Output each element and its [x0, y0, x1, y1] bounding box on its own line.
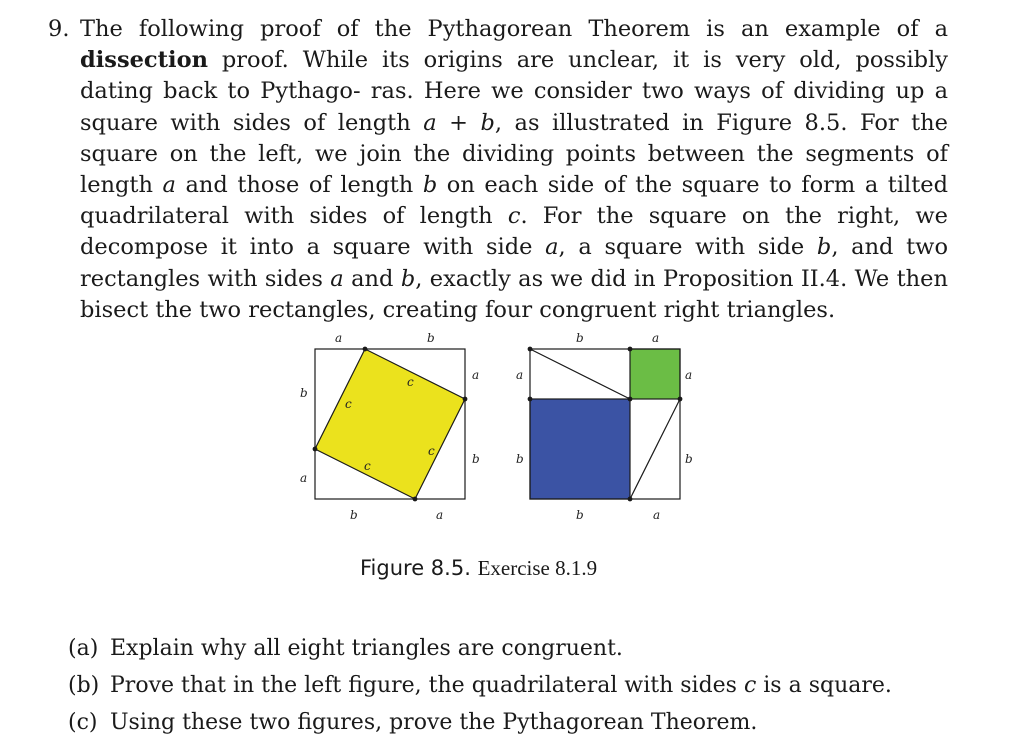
caption-rest: Exercise 8.1.9	[477, 556, 598, 580]
variable-c: c	[507, 203, 521, 230]
figure-8-5	[280, 322, 720, 542]
problem-text: and	[343, 265, 401, 292]
label-c-left: c	[345, 397, 352, 411]
vertex-dot	[678, 397, 683, 402]
subquestion-text: Explain why all eight triangles are congruent.	[110, 636, 623, 661]
problem-statement	[48, 14, 948, 326]
label-a-top: a	[652, 331, 660, 345]
label-b-bottom: b	[350, 508, 358, 522]
problem-text: , exactly as we did in Proposition II.4. We then bisect the two rectangles, creating four congruent right triangles.	[80, 265, 948, 323]
problem-text: , and two rectangles with sides	[80, 234, 948, 292]
blue-square-b	[530, 399, 630, 499]
label-a-right: a	[685, 368, 693, 382]
vertex-dot	[463, 397, 468, 402]
variable-a: a	[423, 109, 437, 136]
vertex-dot	[528, 397, 533, 402]
vertex-dot	[528, 347, 533, 352]
problem-text: and those of length	[175, 172, 423, 199]
label-b-right: b	[685, 452, 693, 466]
label-b-right: b	[472, 452, 480, 466]
dissection-diagram	[280, 322, 720, 542]
label-b-top: b	[576, 331, 584, 345]
variable-a: a	[330, 265, 344, 292]
left-square	[300, 331, 480, 522]
label-b-bottom: b	[576, 508, 584, 522]
vertex-dot	[628, 347, 633, 352]
label-a-left: a	[516, 368, 524, 382]
problem-text: , a square with side	[558, 234, 817, 261]
problem-text: The following proof of the Pythagorean Theorem is an example of a	[80, 16, 948, 42]
subquestion-text: Using these two figures, prove the Pythagorean Theorem.	[110, 710, 758, 735]
subquestion-tag: (b)	[68, 673, 100, 698]
problem-text: on each side of the square to form a tilted quadrilateral with sides of length	[80, 172, 949, 230]
top-rectangle-diagonal	[530, 349, 630, 399]
problem-text: proof. While its origins are unclear, it is very old, possibly dating back to Pythago- ras. Here we consider two ways of dividing up a square with sides of length	[80, 47, 948, 136]
variable-b: b	[480, 109, 495, 136]
subquestion-list	[68, 630, 892, 741]
label-a-bottom: a	[436, 508, 444, 522]
vertex-dot	[363, 347, 368, 352]
subquestion-tag: (c)	[68, 710, 98, 735]
caption-lead: Figure 8.5.	[360, 556, 471, 580]
variable-a: a	[545, 234, 559, 261]
label-c-right: c	[428, 444, 435, 458]
problem-emphasis: dissection	[80, 47, 208, 74]
problem-body	[80, 14, 948, 326]
variable-b: b	[816, 234, 832, 261]
label-c-bottom: c	[364, 459, 371, 473]
problem-text: , as illustrated in Figure 8.5. For the square on the left, we join the dividing points between the segments of length	[80, 109, 948, 199]
vertex-dot	[413, 497, 418, 502]
subquestion-text: Prove that in the left figure, the quadrilateral with sides	[110, 673, 744, 698]
variable-b: b	[400, 265, 416, 292]
variable-b: b	[422, 172, 438, 199]
figure-caption	[360, 556, 597, 581]
variable-a: a	[162, 172, 176, 199]
problem-text: . For the square on the right, we decompose it into a square with side	[80, 203, 948, 261]
label-a-top: a	[335, 331, 343, 345]
yellow-tilted-square	[315, 349, 465, 499]
plus-sign: +	[436, 109, 481, 136]
right-square	[516, 331, 693, 522]
vertex-dot	[628, 497, 633, 502]
label-b-left: b	[300, 386, 308, 400]
right-rectangle-diagonal	[630, 399, 680, 499]
variable-c: c	[743, 673, 757, 698]
label-b-left: b	[516, 452, 524, 466]
label-a-right: a	[472, 368, 480, 382]
label-a-left: a	[300, 471, 308, 485]
subquestion-text: is a square.	[756, 673, 892, 698]
vertex-dot	[313, 447, 318, 452]
problem-number: 9.	[48, 16, 70, 42]
green-square-a	[630, 349, 680, 399]
label-c-top: c	[407, 375, 414, 389]
subquestion-a	[68, 630, 892, 667]
subquestion-b	[68, 667, 892, 704]
subquestion-tag: (a)	[68, 636, 99, 661]
subquestion-c	[68, 704, 892, 741]
label-b-top: b	[427, 331, 435, 345]
vertex-dot	[628, 397, 633, 402]
label-a-bottom: a	[653, 508, 661, 522]
